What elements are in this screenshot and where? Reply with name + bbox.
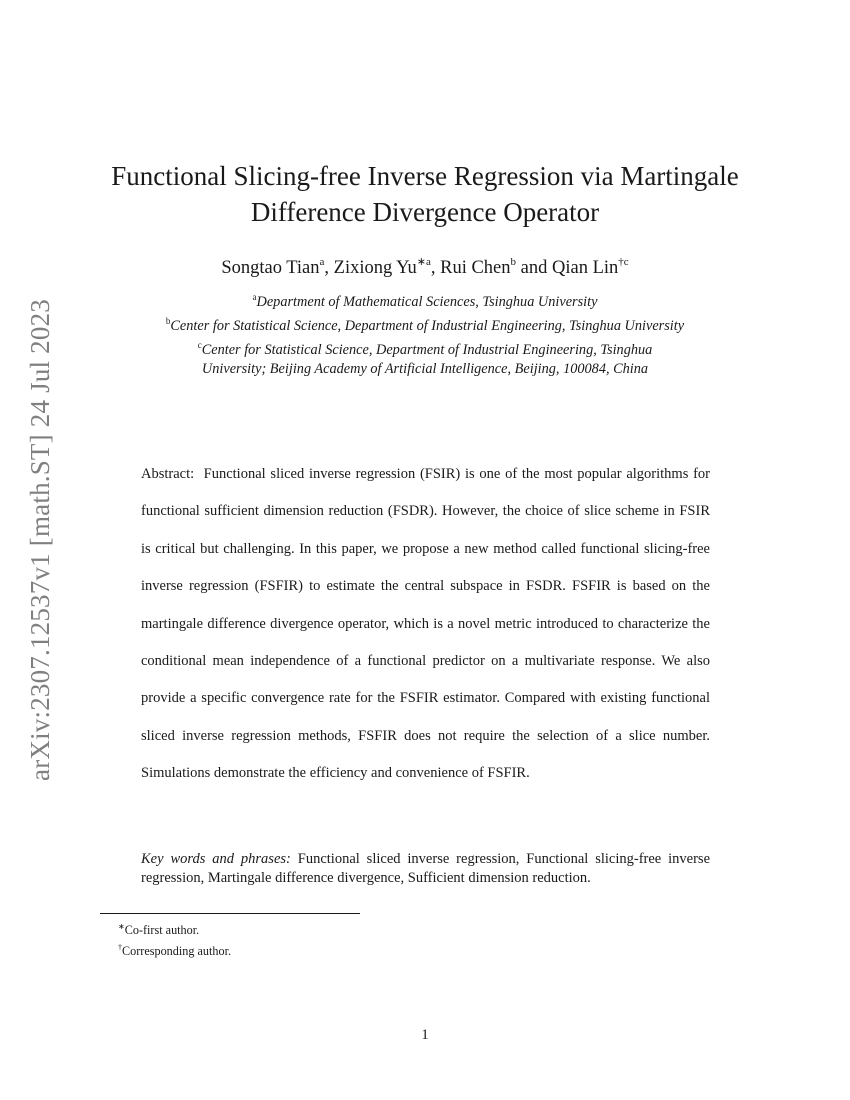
affiliation-mark: a — [252, 292, 257, 302]
affiliation-line — [80, 360, 770, 379]
footnote-mark: ∗ — [118, 922, 125, 931]
author-mark: †c — [618, 256, 629, 268]
affiliation-line — [80, 336, 770, 360]
affiliation-line — [80, 288, 770, 312]
author-separator: and — [516, 258, 552, 278]
affiliation-text: Department of Mathematical Sciences, Tsinghua University — [256, 294, 598, 310]
author-name: Qian Lin — [551, 258, 619, 278]
footnote-text: Co-first author. — [124, 923, 200, 937]
author-mark: a — [319, 256, 325, 268]
footnote-text: Corresponding author. — [122, 944, 231, 958]
author-mark: ∗a — [416, 256, 431, 268]
footnote — [118, 939, 718, 960]
arxiv-identifier-text: arXiv:2307.12537v1 [math.ST] 24 Jul 2023 — [25, 299, 55, 781]
abstract — [141, 456, 710, 793]
author-name: Zixiong Yu — [333, 258, 417, 278]
author-mark: b — [510, 256, 517, 268]
affiliation-text: University; Beijing Academy of Artificial Intelligence, Beijing, 100084, China — [201, 361, 649, 377]
footnote-mark: † — [118, 943, 122, 952]
arxiv-side-identifier — [18, 290, 62, 790]
footnotes — [118, 918, 718, 960]
affiliation-text: Center for Statistical Science, Department of Industrial Engineering, Tsinghua — [201, 342, 653, 358]
affiliation-mark: b — [165, 316, 171, 326]
title-line-1: Functional Slicing-free Inverse Regression via Martingale — [111, 161, 739, 191]
affiliation-list — [80, 288, 770, 379]
author-separator: , — [324, 258, 334, 278]
footnote-rule — [100, 913, 360, 914]
affiliation-mark: c — [197, 340, 202, 350]
abstract-label: Abstract: — [141, 466, 195, 482]
paper-title — [60, 158, 790, 230]
affiliation-text: Center for Statistical Science, Department of Industrial Engineering, Tsinghua University — [170, 318, 685, 334]
author-name: Rui Chen — [440, 258, 511, 278]
abstract-text: Functional sliced inverse regression (FSIR) is one of the most popular algorithms for functional sufficient dimension reduction (FSDR). However, the choice of slice scheme in FSIR is critical but challenging. In this paper, we propose a new method called functional slicing-free inverse regression (FSFIR) to estimate the central subspace in FSDR. FSFIR is based on the martingale difference divergence operator, which is a novel metric introduced to characterize the conditional mean independence of a functional predictor on a multivariate response. We also provide a specific convergence rate for the FSFIR estimator. Compared with existing functional sliced inverse regression methods, FSFIR does not require the selection of a slice number. Simulations demonstrate the efficiency and convenience of FSFIR. — [141, 466, 711, 782]
author-separator: , — [430, 258, 441, 278]
affiliation-line — [80, 312, 770, 336]
footnote — [118, 918, 718, 939]
keywords-label: Key words and phrases: — [141, 851, 291, 867]
author-name: Songtao Tian — [221, 258, 320, 278]
keywords — [141, 850, 710, 888]
author-list — [60, 250, 790, 280]
keywords-text: Functional sliced inverse regression, Functional slicing-free inverse regression, Martingale difference divergence, Sufficient dimension reduction. — [141, 851, 711, 886]
page-number: 1 — [421, 1027, 429, 1043]
title-line-2: Difference Divergence Operator — [250, 197, 600, 227]
